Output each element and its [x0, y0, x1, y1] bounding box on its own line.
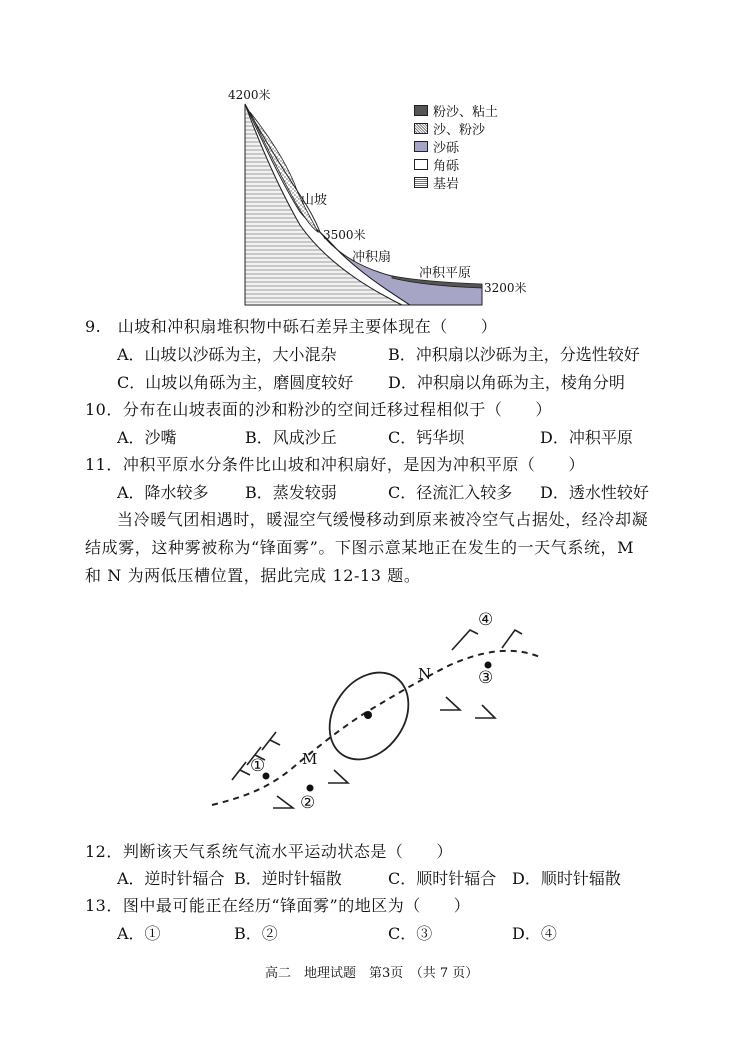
center-point	[364, 711, 372, 719]
weather-system-figure	[0, 600, 752, 830]
elevation-4200-label: 4200米	[228, 88, 271, 102]
point-2-dot	[307, 785, 314, 792]
question-9-option-d: D．冲积扇以角砾为主，棱角分明	[388, 373, 625, 392]
question-12-option-c: C．顺时针辐合	[388, 869, 497, 888]
question-10-option-a: A．沙嘴	[117, 428, 177, 447]
intro-line-3: 和 N 为两低压槽位置，据此完成 12-13 题。	[85, 566, 421, 585]
intro-line-2: 结成雾，这种雾被称为“锋面雾”。下图示意某地正在发生的一天气系统，M	[85, 538, 635, 557]
question-13-option-b: B．②	[234, 924, 278, 943]
legend-swatch	[414, 105, 428, 116]
trough-n-label: N	[418, 665, 432, 683]
question-10-option-c: C．钙华坝	[388, 428, 465, 447]
legend-swatch	[414, 141, 428, 152]
legend-item	[414, 173, 498, 191]
question-12-option-a: A．逆时针辐合	[117, 869, 225, 888]
legend-label: 角砾	[433, 158, 460, 174]
question-9-stem: 9. 山坡和冲积扇堆积物中砾石差异主要体现在（ ）	[85, 317, 498, 336]
legend-label: 粉沙、粘土	[433, 104, 499, 120]
question-10-option-b: B．风成沙丘	[245, 428, 337, 447]
page-footer: 高二 地理试题 第3页 （共 7 页）	[265, 966, 479, 981]
legend-item	[414, 155, 498, 173]
question-12-stem: 12．判断该天气系统气流水平运动状态是（ ）	[85, 842, 453, 861]
alluvial-plain-label: 冲积平原	[419, 266, 472, 281]
question-11-stem: 11．冲积平原水分条件比山坡和冲积扇好，是因为冲积平原（ ）	[85, 455, 585, 474]
legend-item	[414, 119, 498, 137]
legend-item	[414, 101, 498, 119]
legend-swatch	[414, 159, 428, 170]
intro-line-1: 当冷暖气团相遇时，暖湿空气缓慢移动到原来被冷空气占据处，经冷却凝	[117, 510, 649, 529]
question-11-option-b: B．蒸发较弱	[245, 483, 337, 502]
legend-label: 基岩	[433, 176, 460, 192]
question-10-option-d: D．冲积平原	[540, 428, 633, 447]
trough-m-label: M	[302, 750, 318, 768]
slope-label: 山坡	[301, 193, 328, 208]
wind-barbs-east	[440, 697, 495, 718]
point-3-label: ③	[478, 668, 494, 688]
legend-swatch	[414, 123, 428, 134]
question-9-option-c: C．山坡以角砾为主，磨圆度较好	[117, 373, 354, 392]
question-9-option-b: B．冲积扇以沙砾为主，分选性较好	[388, 345, 640, 364]
point-1-label: ①	[250, 756, 266, 776]
elevation-3200-label: 3200米	[484, 281, 527, 295]
question-12-option-d: D．顺时针辐散	[512, 869, 621, 888]
figure1-legend	[414, 101, 498, 191]
question-9-option-a: A．山坡以沙砾为主，大小混杂	[117, 345, 337, 364]
question-12-option-b: B．逆时针辐散	[234, 869, 342, 888]
elevation-3500-label: 3500米	[323, 228, 366, 242]
question-13-option-d: D．④	[512, 924, 557, 943]
question-11-option-a: A．降水较多	[117, 483, 209, 502]
question-11-option-c: C．径流汇入较多	[388, 483, 513, 502]
legend-swatch	[414, 177, 428, 188]
legend-label: 沙砾	[433, 140, 460, 156]
question-13-stem: 13．图中最可能正在经历“锋面雾”的地区为（ ）	[85, 896, 471, 915]
landform-profile-figure	[0, 0, 752, 320]
wind-barbs-north	[452, 630, 522, 650]
alluvial-fan-label: 冲积扇	[352, 250, 392, 265]
question-13-option-c: C．③	[388, 924, 433, 943]
legend-item	[414, 137, 498, 155]
point-2-label: ②	[300, 793, 316, 813]
legend-label: 沙、粉沙	[433, 122, 486, 138]
question-11-option-d: D．透水性较好	[540, 483, 649, 502]
question-10-stem: 10．分布在山坡表面的沙和粉沙的空间迁移过程相似于（ ）	[85, 400, 552, 419]
question-13-option-a: A．①	[117, 924, 161, 943]
point-4-label: ④	[478, 610, 494, 630]
